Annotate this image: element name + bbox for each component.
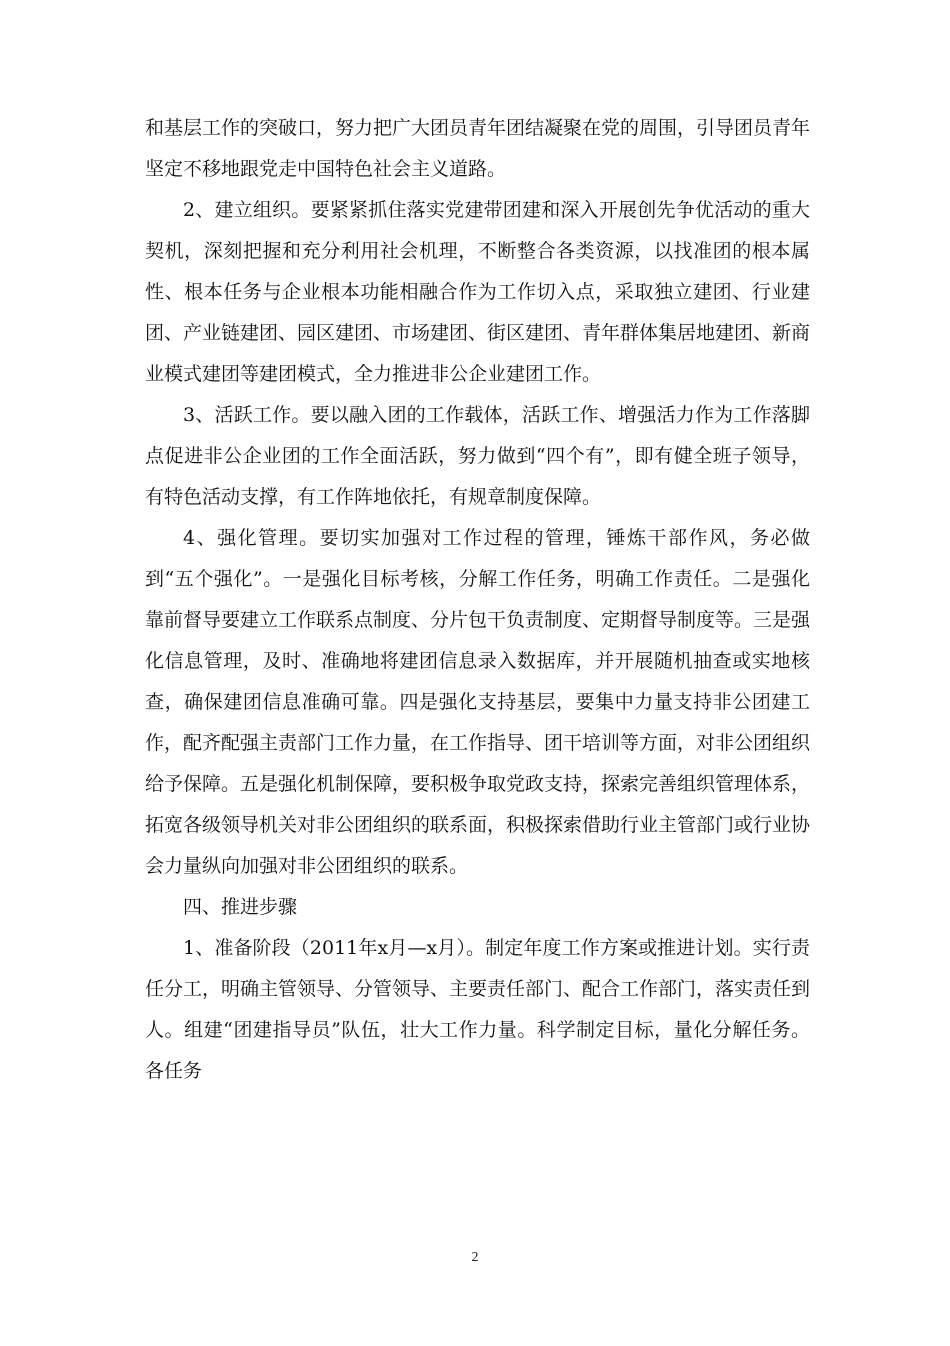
paragraph-1: 和基层工作的突破口，努力把广大团员青年团结凝聚在党的周围，引导团员青年坚定不移地跟党走中国特色社会主义道路。 [145,117,811,180]
paragraph-6: 1、准备阶段（2011年x月—x月）。制定年度工作方案或推进计划。实行责任分工，明确主管领导、分管领导、主要责任部门、配合工作部门，落实责任到人。组建“团建指导员”队伍，壮大工作力量。科学制定目标，量化分解任务。各任务 [145,937,811,1082]
page-number: 2 [471,1250,479,1265]
paragraph-3: 3、活跃工作。要以融入团的工作载体，活跃工作、增强活力作为工作落脚点促进非公企业团的工作全面活跃，努力做到“四个有”，即有健全班子领导，有特色活动支撑，有工作阵地依托，有规章制度保障。 [145,404,810,508]
paragraph-2: 2、建立组织。要紧紧抓住落实党建带团建和深入开展创先争优活动的重大契机，深刻把握和充分利用社会机理，不断整合各类资源，以找准团的根本属性、根本任务与企业根本功能相融合作为工作切入点，采取独立建团、行业建团、产业链建团、园区建团、市场建团、街区建团、青年群体集居地建团、新商业模式建团等建团模式，全力推进非公企业建团工作。 [145,199,811,385]
document-body [145,108,810,1092]
section-heading: 四、推进步骤 [183,896,298,918]
paragraph-4: 4、强化管理。要切实加强对工作过程的管理，锤炼干部作风，务必做到“五个强化”。一是强化目标考核，分解工作任务，明确工作责任。二是强化靠前督导要建立工作联系点制度、分片包干负责制度、定期督导制度等。三是强化信息管理，及时、准确地将建团信息录入数据库，并开展随机抽查或实地核查，确保建团信息准确可靠。四是强化支持基层，要集中力量支持非公团建工作，配齐配强主责部门工作力量，在工作指导、团干培训等方面，对非公团组织给予保障。五是强化机制保障，要积极争取党政支持，探索完善组织管理体系，拓宽各级领导机关对非公团组织的联系面，积极探索借助行业主管部门或行业协会力量纵向加强对非公团组织的联系。 [145,527,811,877]
